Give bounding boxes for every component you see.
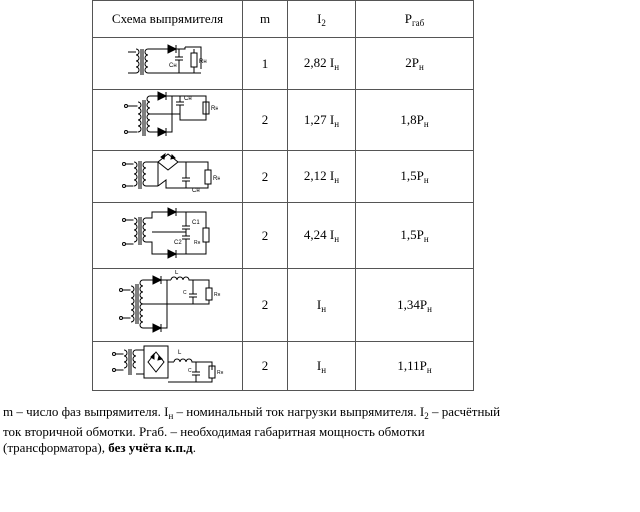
caption-text-part: . [192, 440, 197, 455]
header-i2-main: I [317, 10, 322, 26]
resistor-label: Rн [212, 175, 220, 182]
i2-sub: н [321, 303, 327, 314]
bridge-rectifier-schematic [116, 152, 220, 198]
caption-subscript: н [168, 411, 174, 421]
pgab-value: 1,5P [400, 227, 424, 242]
i2-value: I [316, 296, 322, 312]
capacitor-label: Сн [168, 62, 177, 69]
m-cell: 2 [243, 269, 288, 342]
caption-line-2: ток вторичной обмотки. Pгаб. – необходимая габаритная мощность обмотки [3, 424, 425, 439]
table-row [93, 342, 474, 391]
table-row [93, 38, 474, 90]
header-pgab [356, 1, 474, 38]
resistor-label: Rн [210, 106, 218, 112]
pgab-sub: н [418, 62, 424, 72]
schematic-cell [93, 90, 243, 151]
resistor-label: Rн [213, 292, 220, 298]
caption-subscript: 2 [424, 411, 429, 421]
i2-cell [288, 342, 356, 391]
schematic-cell [93, 342, 243, 391]
capacitor-label: C [182, 290, 187, 296]
pgab-sub: н [427, 303, 432, 314]
pgab-cell [356, 90, 474, 151]
i2-value: 2,82 I [303, 55, 335, 70]
table-row [93, 151, 474, 203]
caption-line-1 [3, 404, 603, 424]
m-cell: 2 [243, 342, 288, 391]
pgab-sub: н [426, 364, 432, 375]
header-i2 [288, 1, 356, 38]
m-cell: 2 [243, 151, 288, 203]
pgab-value: 1,34P [397, 296, 428, 312]
table-row [93, 203, 474, 269]
bridge-lc-rectifier-schematic [108, 342, 228, 386]
inductor-label: L [174, 270, 178, 276]
pgab-cell [356, 38, 474, 90]
i2-value: I [316, 357, 322, 373]
header-i2-sub: 2 [321, 17, 326, 28]
i2-value: 1,27 I [303, 111, 335, 127]
header-schema: Схема выпрямителя [93, 1, 243, 38]
voltage-doubler-schematic [116, 204, 220, 264]
caption-line-3 [3, 440, 603, 456]
pgab-cell [356, 269, 474, 342]
schematic-cell [93, 38, 243, 90]
pgab-value: 1,11P [397, 357, 427, 373]
schematic-cell [93, 269, 243, 342]
pgab-value: 1,5P [400, 168, 424, 183]
header-row [93, 1, 474, 38]
caption-text-part: (трансформатора), [3, 440, 109, 455]
m-cell: 2 [243, 90, 288, 151]
caption-text-part: m – число фаз выпрямителя. I [3, 404, 169, 419]
pgab-value: 1,8P [400, 111, 424, 127]
caption-text-part: – номинальный ток нагрузки выпрямителя. I [173, 404, 425, 419]
pgab-cell [356, 151, 474, 203]
caption-text-part: – расчётный [428, 404, 501, 419]
capacitor-label: Сн [183, 96, 192, 102]
m-cell: 2 [243, 203, 288, 269]
i2-value: 2,12 I [303, 168, 335, 183]
m-cell: 1 [243, 38, 288, 90]
table-row [93, 90, 474, 151]
resistor-label: Rн [198, 58, 207, 65]
i2-cell [288, 151, 356, 203]
table-row [93, 269, 474, 342]
resistor-label: Rн [216, 370, 223, 376]
i2-cell [288, 203, 356, 269]
i2-sub: н [334, 118, 340, 129]
center-tap-rectifier-schematic [118, 90, 218, 146]
capacitor-label: C [187, 368, 192, 374]
i2-cell [288, 90, 356, 151]
header-m: m [243, 1, 288, 38]
pgab-sub: н [423, 175, 429, 185]
i2-sub: н [321, 364, 327, 375]
pgab-sub: н [423, 118, 429, 129]
i2-sub: н [334, 234, 340, 244]
rectifier-table [92, 0, 474, 391]
caption-text [3, 404, 603, 456]
capacitor-label: Сн [191, 187, 200, 194]
header-p-main: P [404, 10, 412, 26]
i2-value: 4,24 I [303, 227, 335, 242]
schematic-cell [93, 203, 243, 269]
center-tap-lc-rectifier-schematic [113, 270, 223, 336]
inductor-label: L [177, 350, 181, 356]
capacitor-label: C1 [191, 219, 200, 226]
caption-bold-text: без учёта к.п.д [108, 440, 193, 455]
capacitor-label: C2 [173, 239, 182, 246]
i2-cell [288, 269, 356, 342]
half-wave-rectifier-schematic [123, 39, 213, 85]
header-p-sub: габ [411, 17, 425, 28]
pgab-cell [356, 342, 474, 391]
resistor-label: Rн [193, 239, 200, 246]
schematic-cell [93, 151, 243, 203]
i2-sub: н [334, 62, 340, 72]
pgab-value: 2P [405, 55, 419, 70]
i2-sub: н [334, 175, 340, 185]
pgab-sub: н [423, 234, 429, 244]
i2-cell [288, 38, 356, 90]
pgab-cell [356, 203, 474, 269]
